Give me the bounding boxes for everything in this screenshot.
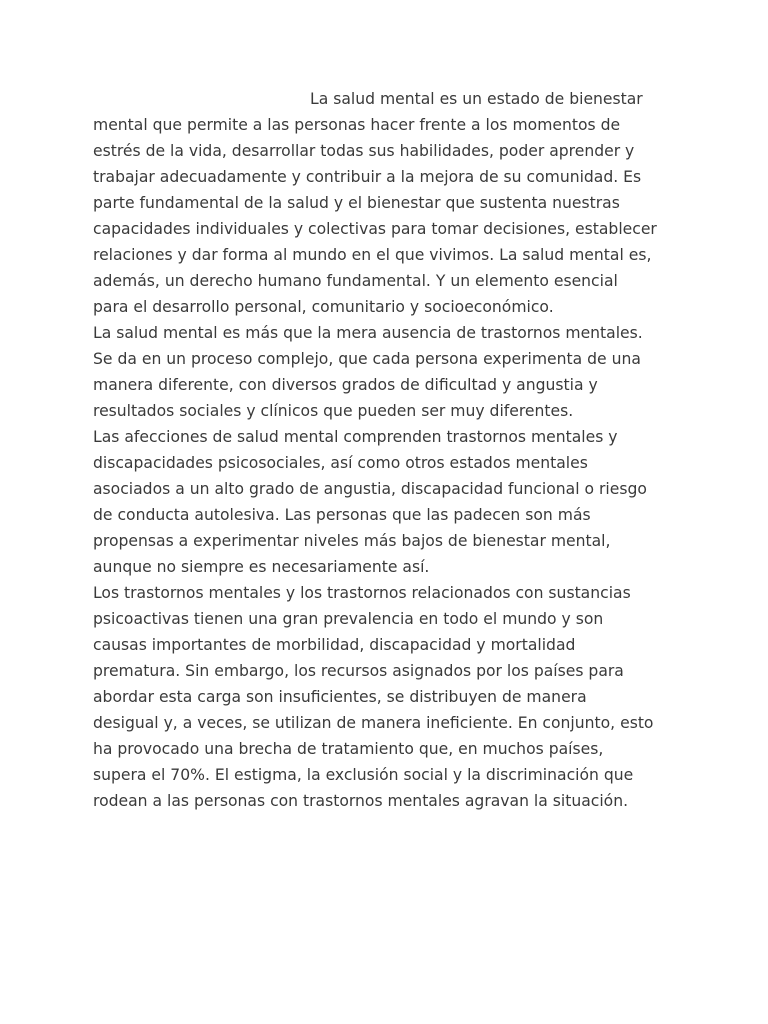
paragraph-2	[93, 320, 683, 424]
paragraph-line: psicoactivas tienen una gran prevalencia en todo el mundo y son	[93, 610, 604, 628]
paragraph-line: ha provocado una brecha de tratamiento que, en muchos países,	[93, 740, 604, 758]
paragraph-line: aunque no siempre es necesariamente así.	[93, 558, 430, 576]
paragraph-line: capacidades individuales y colectivas para tomar decisiones, establecer	[93, 220, 657, 238]
paragraph-line: prematura. Sin embargo, los recursos asignados por los países para	[93, 662, 624, 680]
paragraph-line: causas importantes de morbilidad, discapacidad y mortalidad	[93, 636, 576, 654]
paragraph-line: La salud mental es más que la mera ausencia de trastornos mentales.	[93, 324, 643, 342]
paragraph-1	[93, 86, 683, 320]
paragraph-line: además, un derecho humano fundamental. Y un elemento esencial	[93, 272, 618, 290]
paragraph-line: propensas a experimentar niveles más bajos de bienestar mental,	[93, 532, 611, 550]
paragraph-line: parte fundamental de la salud y el bienestar que sustenta nuestras	[93, 194, 620, 212]
paragraph-line: para el desarrollo personal, comunitario y socioeconómico.	[93, 298, 554, 316]
paragraph-line: La salud mental es un estado de bienestar	[310, 90, 643, 108]
paragraph-line: supera el 70%. El estigma, la exclusión social y la discriminación que	[93, 766, 634, 784]
paragraph-line: asociados a un alto grado de angustia, discapacidad funcional o riesgo	[93, 480, 647, 498]
paragraph-line: manera diferente, con diversos grados de dificultad y angustia y	[93, 376, 598, 394]
paragraph-line: Los trastornos mentales y los trastornos relacionados con sustancias	[93, 584, 631, 602]
paragraph-line: relaciones y dar forma al mundo en el que vivimos. La salud mental es,	[93, 246, 652, 264]
paragraph-line: mental que permite a las personas hacer frente a los momentos de	[93, 116, 621, 134]
paragraph-line: trabajar adecuadamente y contribuir a la mejora de su comunidad. Es	[93, 168, 642, 186]
paragraph-3	[93, 424, 683, 580]
paragraph-line: de conducta autolesiva. Las personas que las padecen son más	[93, 506, 591, 524]
paragraph-line: resultados sociales y clínicos que pueden ser muy diferentes.	[93, 402, 574, 420]
paragraph-line: Las afecciones de salud mental comprenden trastornos mentales y	[93, 428, 618, 446]
document-body	[93, 86, 683, 814]
paragraph-line: estrés de la vida, desarrollar todas sus habilidades, poder aprender y	[93, 142, 635, 160]
paragraph-4	[93, 580, 683, 814]
paragraph-line: Se da en un proceso complejo, que cada persona experimenta de una	[93, 350, 641, 368]
paragraph-line: discapacidades psicosociales, así como otros estados mentales	[93, 454, 588, 472]
paragraph-line: desigual y, a veces, se utilizan de manera ineficiente. En conjunto, esto	[93, 714, 654, 732]
paragraph-line: abordar esta carga son insuficientes, se distribuyen de manera	[93, 688, 587, 706]
paragraph-line: rodean a las personas con trastornos mentales agravan la situación.	[93, 792, 629, 810]
